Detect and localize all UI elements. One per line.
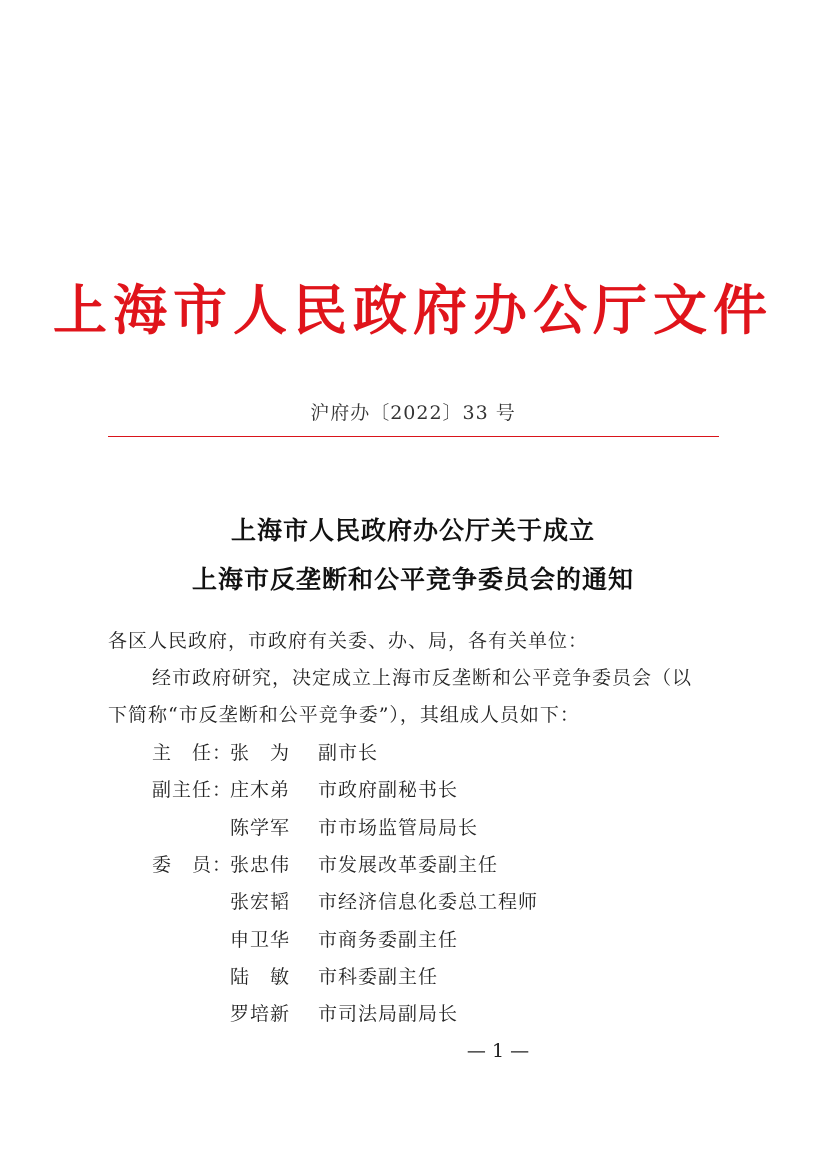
member-title: 市科委副主任 (318, 966, 439, 988)
document-number: 沪府办〔2022〕33 号 (310, 402, 516, 424)
member-title: 市发展改革委副主任 (318, 854, 499, 876)
member-role: 委 员： (152, 854, 233, 876)
page-number: — 1 — (466, 1040, 530, 1062)
notice-title-line-1: 上海市人民政府办公厅关于成立 (230, 516, 595, 545)
paragraph-line-1: 经市政府研究，决定成立上海市反垄断和公平竞争委员会（以 (152, 667, 693, 689)
notice-title-line-2: 上海市反垄断和公平竞争委员会的通知 (191, 565, 634, 594)
member-name: 陈学军 (230, 817, 291, 839)
member-name: 陆 敏 (230, 966, 291, 988)
member-title: 市政府副秘书长 (318, 779, 459, 801)
member-title: 市市场监管局局长 (318, 817, 479, 839)
document-masthead: 上海市人民政府办公厅文件 (53, 278, 773, 342)
member-name: 罗培新 (230, 1003, 291, 1025)
member-name: 申卫华 (230, 929, 291, 951)
member-title: 副市长 (318, 742, 379, 764)
member-title: 市经济信息化委总工程师 (318, 891, 539, 913)
member-name: 张忠伟 (230, 854, 291, 876)
member-role: 主 任： (152, 742, 233, 764)
red-divider-line (108, 436, 719, 437)
paragraph-line-2: 下简称“市反垄断和公平竞争委”），其组成人员如下： (108, 704, 580, 726)
member-name: 张 为 (230, 742, 291, 764)
member-title: 市司法局副局长 (318, 1003, 459, 1025)
member-name: 庄木弟 (230, 779, 291, 801)
member-role: 副主任： (152, 779, 233, 801)
member-title: 市商务委副主任 (318, 929, 459, 951)
salutation: 各区人民政府，市政府有关委、办、局，各有关单位： (108, 630, 589, 652)
member-name: 张宏韬 (230, 891, 291, 913)
